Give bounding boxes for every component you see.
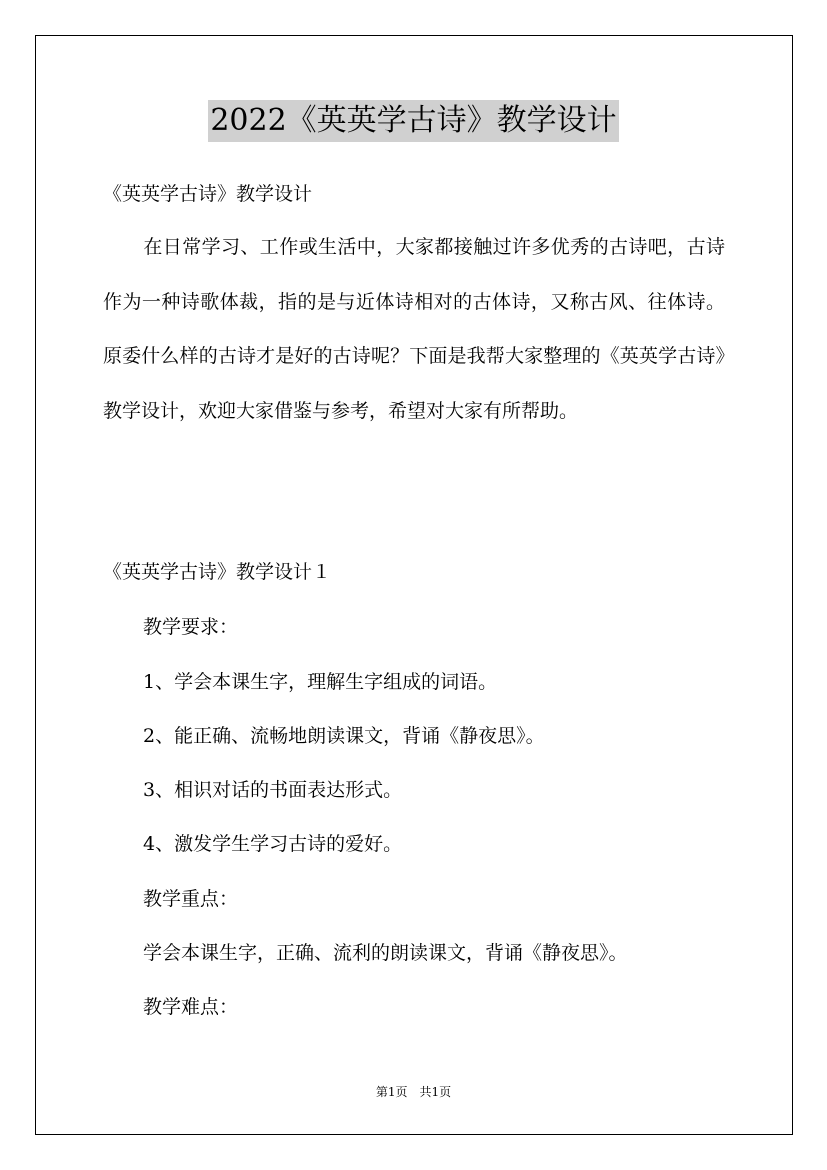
subtitle: 《英英学古诗》教学设计	[103, 183, 313, 205]
title-container	[0, 100, 827, 142]
requirement-item: 4、激发学生学习古诗的爱好。	[143, 833, 403, 855]
requirements-label: 教学要求：	[143, 616, 239, 638]
key-points-text: 学会本课生字，正确、流利的朗读课文，背诵《静夜思》。	[143, 942, 628, 964]
document-title: 2022《英英学古诗》教学设计	[208, 100, 618, 142]
key-points-label: 教学重点：	[143, 888, 239, 910]
requirement-item: 3、相识对话的书面表达形式。	[143, 779, 403, 801]
difficulties-label: 教学难点：	[143, 996, 239, 1018]
page-footer: 第1页 共1页	[375, 1085, 452, 1099]
section-heading: 《英英学古诗》教学设计１	[103, 561, 332, 583]
requirement-item: 2、能正确、流畅地朗读课文，背诵《静夜思》。	[143, 725, 545, 747]
intro-paragraph	[103, 220, 725, 438]
requirement-item: 1、学会本课生字，理解生字组成的词语。	[143, 671, 498, 693]
intro-text: 在日常学习、工作或生活中，大家都接触过许多优秀的古诗吧，古诗作为一种诗歌体裁，指的是与近体诗相对的古体诗，又称古风、往体诗。原委什么样的古诗才是好的古诗呢？下面是我帮大家整理的《英英学古诗》教学设计，欢迎大家借鉴与参考，希望对大家有所帮助。	[103, 236, 725, 422]
